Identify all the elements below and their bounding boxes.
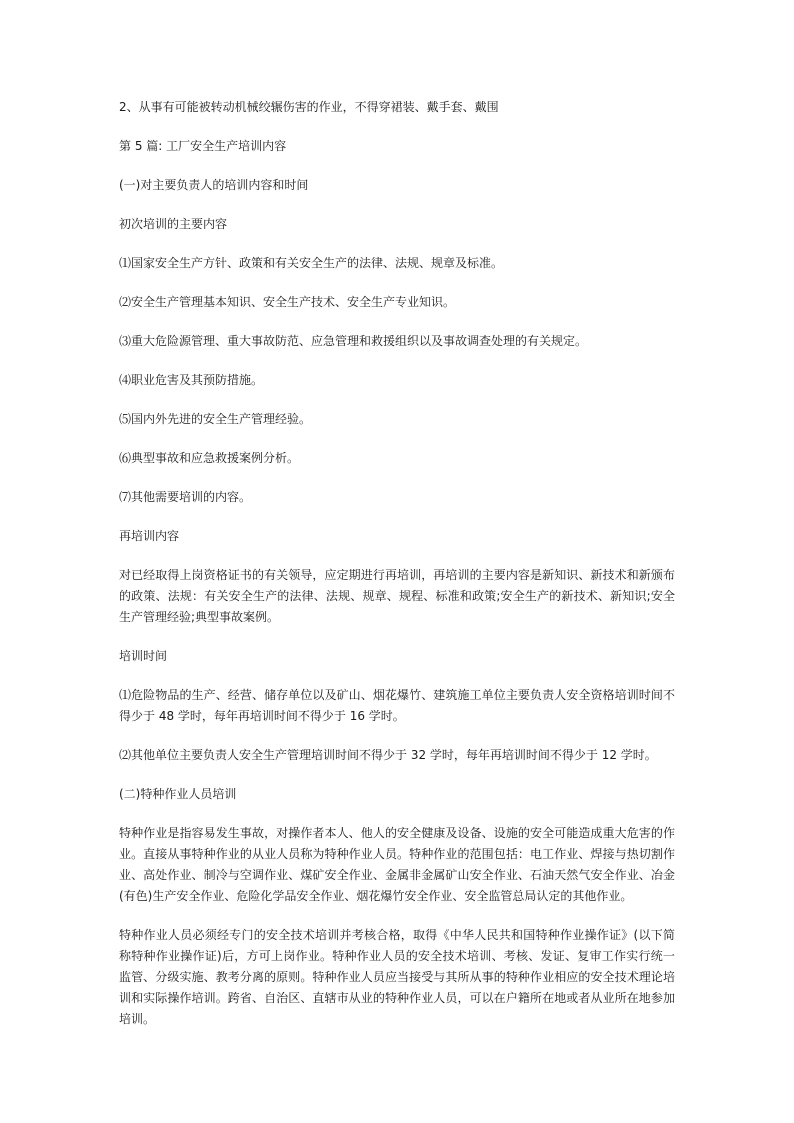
subsection-heading-special-operators: (二)特种作业人员培训 [119,787,237,801]
list-item: ⑶重大危险源管理、重大事故防范、应急管理和救援组织以及事故调查处理的有关规定。 [119,334,588,348]
document-body [119,97,675,1048]
paragraph-intro-clothing-rule: 2、从事有可能被转动机械绞辗伤害的作业，不得穿裙装、戴手套、戴围 [119,100,499,114]
paragraph-special-operations-certification: 特种作业人员必须经专门的安全技术培训并考核合格，取得《中华人民共和国特种作业操作证》(以下简称特种作业操作证)后，方可上岗作业。特种作业人员的安全技术培训、考核、发证、复审工作实行统一监管、分级实施、教考分离的原则。特种作业人员应当接受与其所从事的特种作业相应的安全技术理论培训和实际操作培训。跨省、自治区、直辖市从业的特种作业人员，可以在户籍所在地或者从业所在地参加培训。 [119,928,675,1026]
list-item: ⑹典型事故和应急救援案例分析。 [119,451,300,465]
heading-training-time: 培训时间 [119,649,168,663]
list-item: ⑷职业危害及其预防措施。 [119,373,264,387]
heading-initial-training: 初次培训的主要内容 [119,217,228,231]
list-item: ⑺其他需要培训的内容。 [119,490,252,504]
subsection-heading-leaders: (一)对主要负责人的培训内容和时间 [119,178,309,192]
list-item: ⑵其他单位主要负责人安全生产管理培训时间不得少于 32 学时，每年再培训时间不得少于 12 学时。 [119,748,657,762]
section-title: 第 5 篇: 工厂安全生产培训内容 [119,139,287,153]
heading-retraining: 再培训内容 [119,529,180,543]
list-item: ⑵安全生产管理基本知识、安全生产技术、安全生产专业知识。 [119,295,456,309]
list-item: ⑴国家安全生产方针、政策和有关安全生产的法律、法规、规章及标准。 [119,256,504,270]
list-item: ⑴危险物品的生产、经营、储存单位以及矿山、烟花爆竹、建筑施工单位主要负责人安全资格培训时间不得少于 48 学时，每年再培训时间不得少于 16 学时。 [119,688,675,723]
paragraph-special-operations-definition: 特种作业是指容易发生事故，对操作者本人、他人的安全健康及设备、设施的安全可能造成重大危害的作业。直接从事特种作业的从业人员称为特种作业人员。特种作业的范围包括：电工作业、焊接与热切割作业、高处作业、制冷与空调作业、煤矿安全作业、金属非金属矿山安全作业、石油天然气安全作业、冶金(有色)生产安全作业、危险化学品安全作业、烟花爆竹安全作业、安全监管总局认定的其他作业。 [119,826,675,903]
list-item: ⑸国内外先进的安全生产管理经验。 [119,412,312,426]
paragraph-retraining-content: 对已经取得上岗资格证书的有关领导，应定期进行再培训，再培训的主要内容是新知识、新技术和新颁布的政策、法规：有关安全生产的法律、法规、规章、规程、标准和政策;安全生产的新技术、新知识;安全生产管理经验;典型事故案例。 [119,568,675,624]
